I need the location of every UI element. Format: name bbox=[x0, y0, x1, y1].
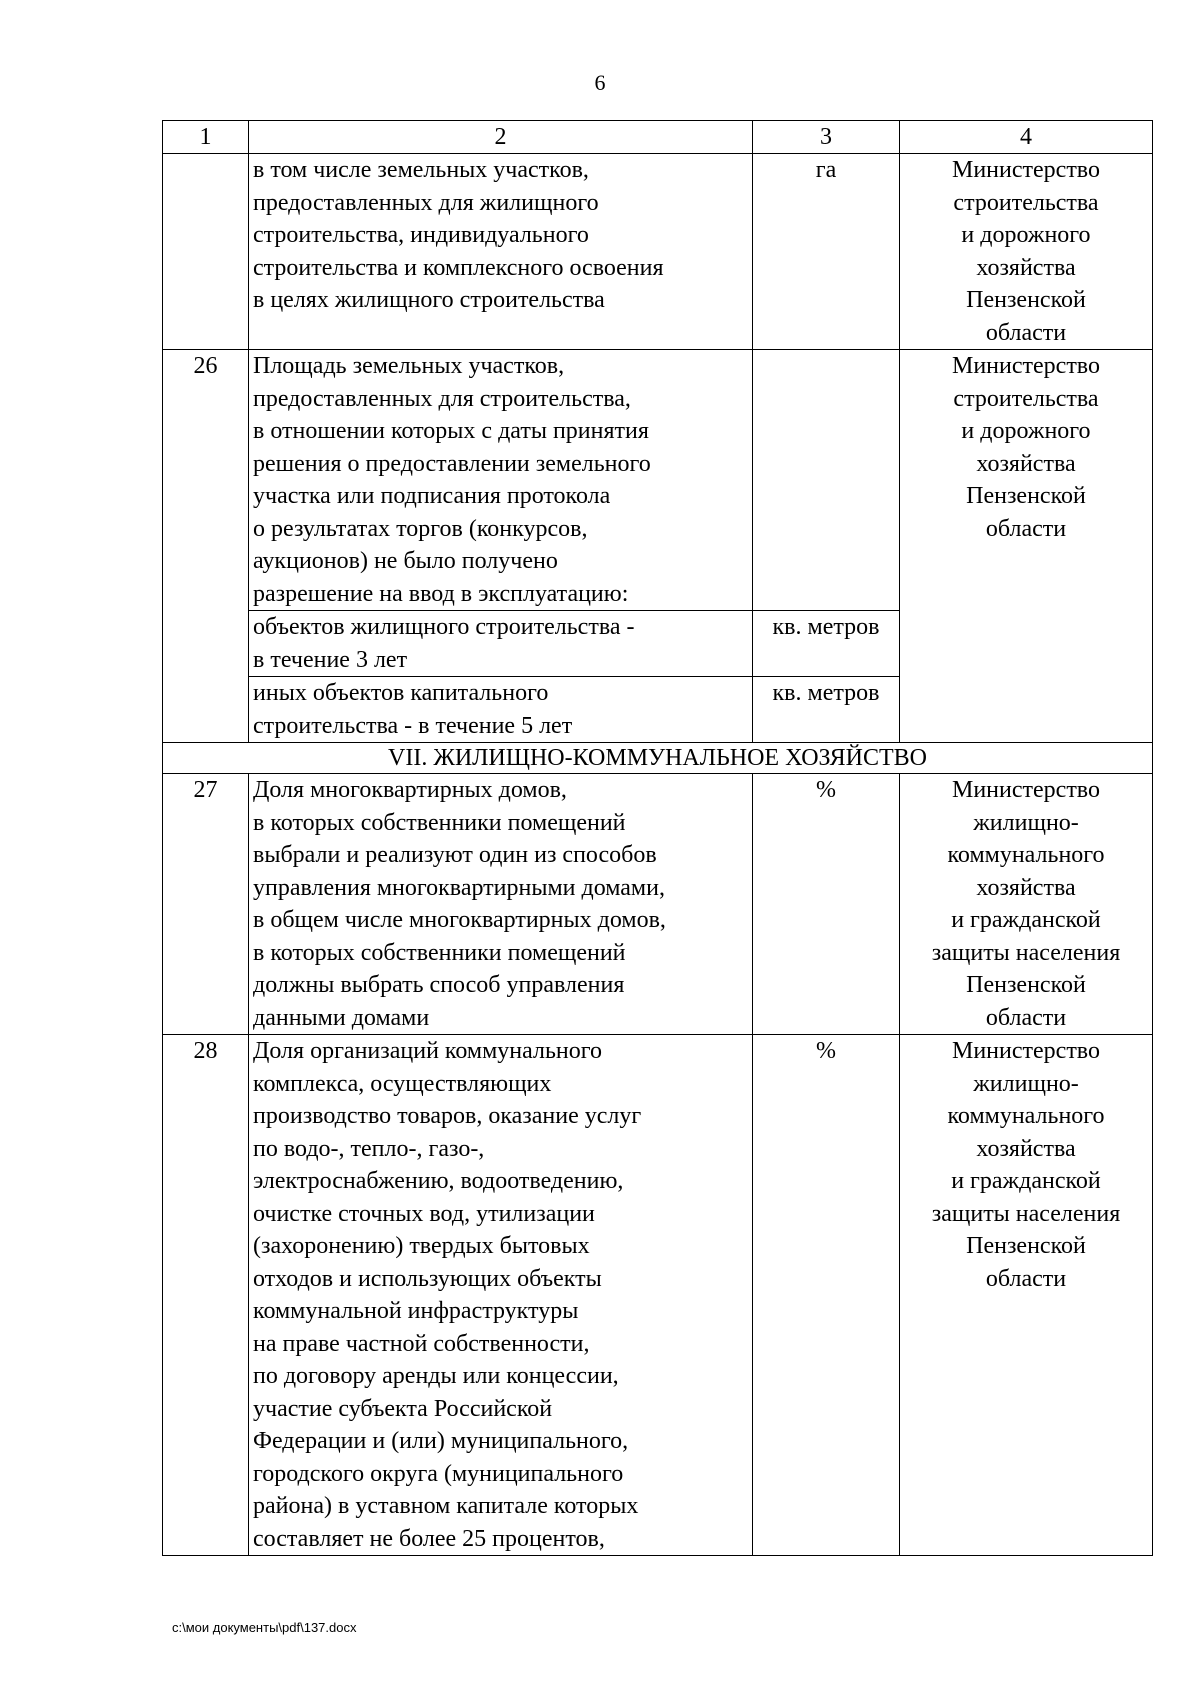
unit-of-measure: % bbox=[753, 1035, 900, 1556]
responsible-agency: Министерство жилищно- коммунального хозяйства и гражданской защиты населения Пензенской области bbox=[900, 1035, 1153, 1556]
unit-of-measure: кв. метров bbox=[753, 611, 900, 677]
responsible-agency: Министерство строительства и дорожного хозяйства Пензенской области bbox=[900, 350, 1153, 743]
table-row bbox=[163, 154, 1153, 350]
unit-of-measure: % bbox=[753, 774, 900, 1035]
column-number: 4 bbox=[900, 121, 1153, 154]
row-number: 28 bbox=[163, 1035, 249, 1556]
sub-indicator-description: объектов жилищного строительства - в течение 3 лет bbox=[249, 611, 753, 677]
table-row bbox=[163, 1035, 1153, 1556]
column-number: 2 bbox=[249, 121, 753, 154]
page-number: 6 bbox=[594, 70, 606, 95]
unit-of-measure: га bbox=[753, 154, 900, 350]
unit-of-measure: кв. метров bbox=[753, 677, 900, 743]
indicator-description: Площадь земельных участков, предоставленных для строительства, в отношении которых с даты принятия решения о предоставлении земельного участка или подписания протокола о результатах торгов (конкурсов, аукционов) не было получено разрешение на ввод в эксплуатацию: bbox=[249, 350, 753, 611]
column-number: 1 bbox=[163, 121, 249, 154]
indicator-description: Доля организаций коммунального комплекса, осуществляющих производство товаров, оказание услуг по водо-, тепло-, газо-, электроснабжению, водоотведению, очистке сточных вод, утилизации (захоронению) твердых бытовых отходов и использующих объекты коммунальной инфраструктуры на праве частной собственности, по договору аренды или концессии, участие субъекта Российской Федерации и (или) муниципального, городского округа (муниципального района) в уставном капитале которых составляет не более 25 процентов, bbox=[249, 1035, 753, 1556]
indicator-description: Доля многоквартирных домов, в которых собственники помещений выбрали и реализуют один из способов управления многоквартирными домами, в общем числе многоквартирных домов, в которых собственники помещений должны выбрать способ управления данными домами bbox=[249, 774, 753, 1035]
row-number: 27 bbox=[163, 774, 249, 1035]
sub-indicator-description: иных объектов капитального строительства - в течение 5 лет bbox=[249, 677, 753, 743]
indicators-table bbox=[162, 120, 1153, 1556]
responsible-agency: Министерство строительства и дорожного хозяйства Пензенской области bbox=[900, 154, 1153, 350]
row-number bbox=[163, 154, 249, 350]
responsible-agency: Министерство жилищно- коммунального хозяйства и гражданской защиты населения Пензенской области bbox=[900, 774, 1153, 1035]
column-number: 3 bbox=[753, 121, 900, 154]
section-title: VII. ЖИЛИЩНО-КОММУНАЛЬНОЕ ХОЗЯЙСТВО bbox=[163, 743, 1153, 774]
footer-file-path: c:\мои документы\pdf\137.docx bbox=[172, 1620, 357, 1635]
indicator-description: в том числе земельных участков, предоставленных для жилищного строительства, индивидуального строительства и комплексного освоения в целях жилищного строительства bbox=[249, 154, 753, 350]
table-row bbox=[163, 350, 1153, 611]
unit-of-measure bbox=[753, 350, 900, 611]
row-number: 26 bbox=[163, 350, 249, 743]
section-row bbox=[163, 743, 1153, 774]
table-row bbox=[163, 774, 1153, 1035]
column-numbers-row bbox=[163, 121, 1153, 154]
